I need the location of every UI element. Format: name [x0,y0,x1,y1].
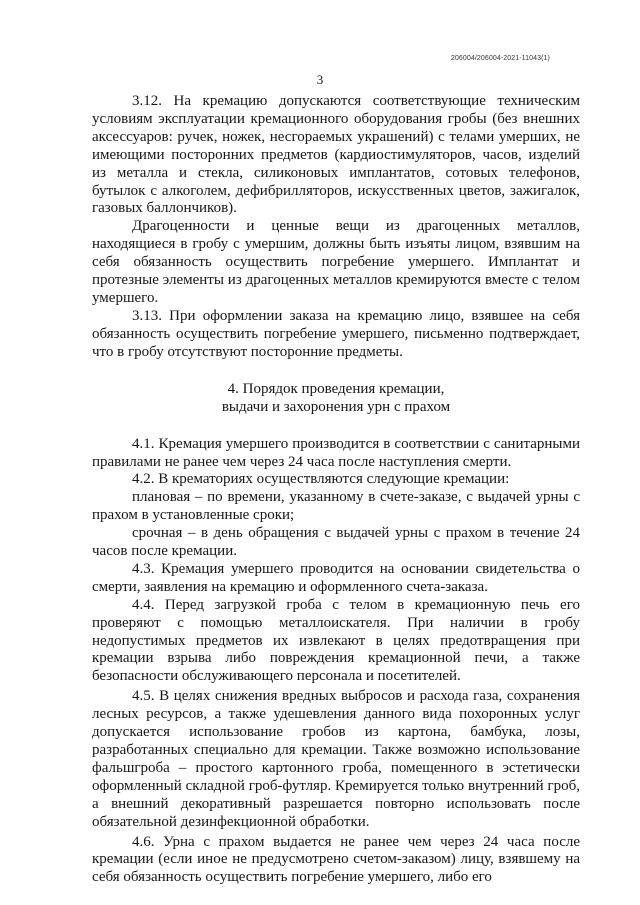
paragraph-4-2: 4.2. В крематориях осуществляются следующие кремации: [132,471,510,488]
section-4-heading-line1: 4. Порядок проведения кремации, [227,380,445,397]
paragraph-urgent: срочная – в день обращения с выдачей урны с прахом в течение 24 часов после кремации. [92,525,580,560]
paragraph-4-3: 4.3. Кремация умершего проводится на основании свидетельства о смерти, заявления на кремацию и оформленного счета-заказа. [92,560,580,595]
paragraph-4-1: 4.1. Кремация умершего производится в соответствии с санитарными правилами не ранее чем через 24 часа после наступления смерти. [92,435,580,470]
document-body [92,93,580,887]
paragraph-3-13: 3.13. При оформлении заказа на кремацию лицо, взявшее на себя обязанность осуществить погребение умершего, письменно подтверждает, что в гробу отсутствуют посторонние предметы. [92,307,580,360]
paragraph-4-5: 4.5. В целях снижения вредных выбросов и расхода газа, сохранения лесных ресурсов, а также удешевления данного вида похоронных услуг допускается использование гробов из картона, бамбука, лозы, разработанных специально для кремации. Также возможно использование фальшгроба – простого картонного гроба, помещенного в эстетически оформленный складной гроб-футляр. Кремируется только внутренний гроб, а внешний декоративный разрешается повторно использовать после обязательной дезинфекционной обработки. [92,688,580,830]
paragraph-3-12: 3.12. На кремацию допускаются соответствующие техническим условиям эксплуатации кремационного оборудования гробы (без внешних аксессуаров: ручек, ножек, несгораемых украшений) с телами умерших, не имеющими посторонних предметов (кардиостимуляторов, часов, изделий из металла и стекла, силиконовых имплантатов, сотовых телефонов, бутылок с алкоголем, дефибрилляторов, искусственных цветов, зажигалок, газовых баллончиков). [92,93,580,217]
page-number: 3 [316,72,324,87]
paragraph-4-6: 4.6. Урна с прахом выдается не ранее чем через 24 часа после кремации (если иное не предусмотрено счетом-заказом) лицу, взявшему на себя обязанность осуществить погребение умершего, либо его [92,833,580,886]
paragraph-planned: плановая – по времени, указанному в счете-заказе, с выдачей урны с прахом в установленные сроки; [92,489,580,524]
paragraph-4-4: 4.4. Перед загрузкой гроба с телом в кремационную печь его проверяют с помощью металлоискателя. При наличии в гробу недопустимых предметов их извлекают в целях предотвращения при кремации взрыва либо повреждения кремационной печи, а также безопасности обслуживающего персонала и посетителей. [92,596,580,685]
section-4-heading [92,380,580,417]
section-4-heading-line2: выдачи и захоронения урн с прахом [221,399,451,416]
document-number: 206004/206004-2021-11043(1) [450,55,550,62]
paragraph-valuables: Драгоценности и ценные вещи из драгоценных металлов, находящиеся в гробу с умершим, должны быть изъяты лицом, взявшим на себя обязанность осуществить погребение умершего. Имплантат и протезные элементы из драгоценных металлов кремируются вместе с телом умершего. [92,218,580,306]
